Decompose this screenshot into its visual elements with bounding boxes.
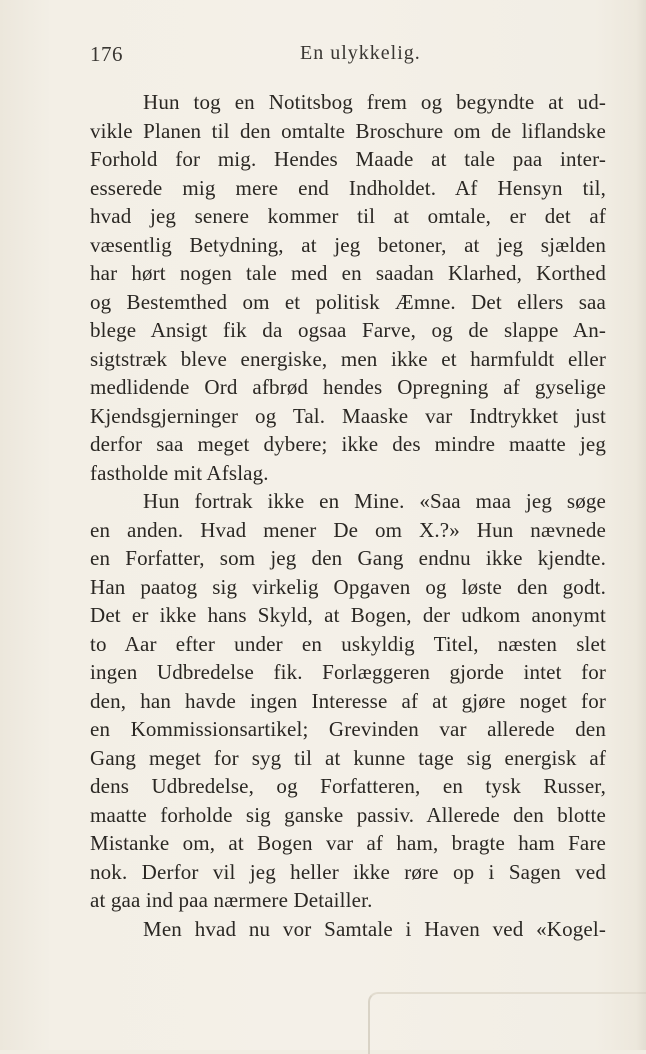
text-line: derfor saa meget dybere; ikke des mindre maatte jeg bbox=[90, 432, 606, 456]
page-number: 176 bbox=[90, 42, 123, 66]
text-line: medlidende Ord afbrød hendes Opregning af gyselige bbox=[90, 375, 606, 399]
text-line: og Bestemthed om et politisk Æmne. Det ellers saa bbox=[90, 289, 606, 314]
running-title: En ulykkelig. bbox=[300, 42, 421, 64]
text-line: sigtstræk bleve energiske, men ikke et harmfuldt eller bbox=[90, 346, 606, 371]
text-line: Kjendsgjerninger og Tal. Maaske var Indtrykket just bbox=[90, 403, 606, 428]
text-line: Det er ikke hans Skyld, at Bogen, der udkom anonymt bbox=[90, 603, 606, 627]
text-line: en Forfatter, som jeg den Gang endnu ikke kjendte. bbox=[90, 546, 606, 570]
text-line: en anden. Hvad mener De om X.?» Hun nævnede bbox=[90, 517, 606, 542]
text-line: nok. Derfor vil jeg heller ikke røre op i Sagen ved bbox=[90, 859, 606, 884]
body-text bbox=[90, 88, 606, 943]
text-line: maatte forholde sig ganske passiv. Allerede den blotte bbox=[90, 802, 606, 827]
text-line: Gang meget for syg til at kunne tage sig energisk af bbox=[90, 745, 606, 770]
text-line: Forhold for mig. Hendes Maade at tale paa inter- bbox=[90, 147, 606, 171]
text-line: dens Udbredelse, og Forfatteren, en tysk Russer, bbox=[90, 774, 606, 798]
text-line: esserede mig mere end Indholdet. Af Hensyn til, bbox=[90, 175, 606, 200]
text-line: væsentlig Betydning, at jeg betoner, at jeg sjælden bbox=[90, 232, 606, 257]
text-line: vikle Planen til den omtalte Broschure om de liflandske bbox=[90, 118, 606, 143]
text-line: hvad jeg senere kommer til at omtale, er det af bbox=[90, 204, 606, 228]
text-line: ingen Udbredelse fik. Forlæggeren gjorde intet for bbox=[90, 660, 606, 684]
page-edge-shadow bbox=[636, 0, 646, 1050]
text-line: en Kommissionsartikel; Grevinden var allerede den bbox=[90, 717, 606, 741]
text-line: fastholde mit Afslag. bbox=[90, 460, 269, 485]
text-line: to Aar efter under en uskyldig Titel, næsten slet bbox=[90, 631, 606, 656]
text-line: har hørt nogen tale med en saadan Klarhed, Korthed bbox=[90, 261, 606, 285]
page-corner-mark bbox=[368, 992, 646, 1054]
text-line: Hun fortrak ikke en Mine. «Saa maa jeg søge bbox=[143, 489, 606, 513]
text-line: Hun tog en Notitsbog frem og begyndte at ud- bbox=[143, 90, 606, 114]
text-line: Han paatog sig virkelig Opgaven og løste den godt. bbox=[90, 574, 606, 599]
text-line: Mistanke om, at Bogen var af ham, bragte ham Fare bbox=[90, 831, 606, 855]
text-line: den, han havde ingen Interesse af at gjøre noget for bbox=[90, 688, 606, 713]
text-line: Men hvad nu vor Samtale i Haven ved «Kogel- bbox=[143, 916, 606, 941]
page-header bbox=[90, 42, 606, 72]
text-line: blege Ansigt fik da ogsaa Farve, og de slappe An- bbox=[90, 318, 606, 342]
text-line: at gaa ind paa nærmere Detailler. bbox=[90, 888, 373, 912]
